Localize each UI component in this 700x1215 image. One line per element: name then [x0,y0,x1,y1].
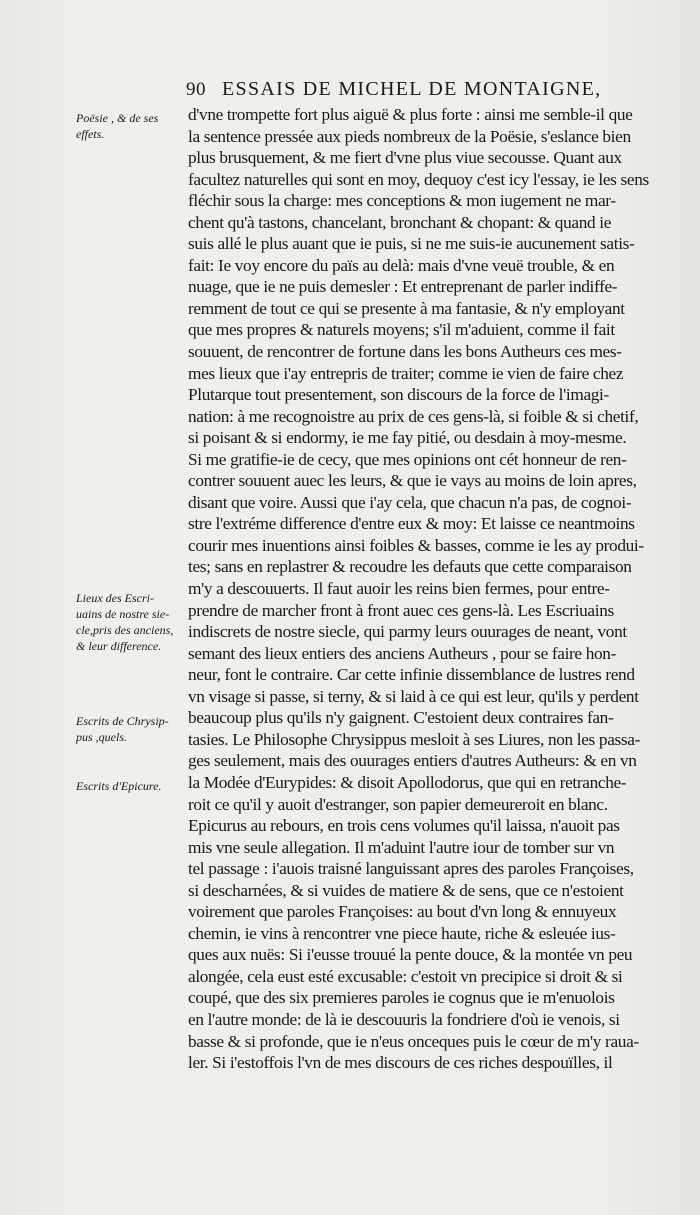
text-line: ques aux nuës: Si i'eusse trouué la pente douce, & la montée vn peu [188,945,633,965]
text-line: stre l'extréme difference d'entre eux & moy: Et laisse ce neantmoins [188,514,635,534]
margin-note-epicure [76,778,184,794]
text-line: nuage, que ie ne puis demesler : Et entreprenant de parler indiffe- [188,277,618,297]
text-line: si descharnées, & si vuides de matiere & de sens, que ce n'estoient [188,880,624,900]
text-line: neur, font le contraire. Car cette infinie dissemblance de lustres rend [188,665,635,685]
text-line: m'y a descouuerts. Il faut auoir les reins bien fermes, pour entre- [188,579,610,599]
margin-note-line: effets. [76,127,105,141]
text-line: voirement que paroles Françoises: au bout d'vn long & ennuyeux [188,902,617,922]
text-line: semant des lieux entiers des anciens Autheurs , pour se faire hon- [188,643,617,663]
text-line: roit ce qu'il y auoit d'estranger, son papier demeureroit en blanc. [188,794,608,814]
text-line: coupé, que des six premieres paroles ie cognus que ie m'enuolois [188,988,615,1008]
text-line: suis allé le plus auant que ie puis, si ne me suis-ie aucunement satis- [188,234,635,254]
margin-note-line: Lieux des Escri- [76,591,154,605]
text-line: tel passage : i'auois traisné languissant apres des paroles Françoises, [188,859,634,879]
text-line: beaucoup plus qu'ils n'y gaignent. C'estoient deux contraires fan- [188,708,614,728]
text-line: courir mes inuentions ainsi foibles & basses, comme ie les ay produi- [188,535,644,555]
margin-note-line: Escrits de Chrysip- [76,714,169,728]
text-line: d'vne trompette fort plus aiguë & plus forte : ainsi me semble-il que [188,105,633,124]
margin-note-line: & leur difference. [76,639,162,653]
margin-note-chrysippus [76,713,184,745]
text-line: remment de tout ce qui se presente à ma fantasie, & n'y employant [188,298,625,318]
text-line: tes; sans en replastrer & recoudre les defauts que cette comparaison [188,557,632,577]
text-line: prendre de marcher front à front auec ces gens-là. Les Escriuains [188,600,614,620]
text-line: disant que voire. Aussi que i'ay cela, que chacun n'a pas, de cognoi- [188,492,632,512]
running-title: ESSAIS DE MICHEL DE MONTAIGNE, [222,78,602,100]
text-line: basse & si profonde, que ie n'eus onceques puis le cœur de m'y raua- [188,1031,639,1051]
margin-note-lieux-des-escriuains [76,590,184,654]
text-line: que mes propres & naturels moyens; s'il m'aduient, comme il fait [188,320,615,340]
text-line: chent qu'à tastons, chancelant, bronchant & chopant: & quand ie [188,212,612,232]
text-line: indiscrets de nostre siecle, qui parmy leurs ouurages de neant, vont [188,622,627,642]
text-line: en l'autre monde: de là ie descouuris la fondriere d'où ie venois, si [188,1009,620,1029]
text-line: souuent, de rencontrer de fortune dans les bons Autheurs ces mes- [188,342,622,362]
page-header [186,78,646,101]
margin-note-line: Escrits d'Epicure. [76,779,162,793]
text-line: mes lieux que i'ay entrepris de traiter; comme ie vien de faire chez [188,363,624,383]
margin-note-line: cle,pris des anciens, [76,623,174,637]
text-line: ler. Si i'estoffois l'vn de mes discours de ces riches despouïlles, il [188,1053,613,1073]
margin-note-line: Poësie , & de ses [76,111,159,125]
text-line: ges seulement, mais des ouurages entiers d'autres Autheurs: & en vn [188,751,637,771]
text-line: vn visage si passe, si terny, & si laid à ce qui est leur, qu'ils y perdent [188,686,639,706]
body-text [188,104,682,1074]
text-line: fait: Ie voy encore du païs au delà: mais d'vne veuë trouble, & en [188,255,615,275]
text-line: plus brusquement, & me fiert d'vne plus viue secousse. Quant aux [188,148,622,168]
text-line: Plutarque tout presentement, son discours de la force de l'imagi- [188,385,609,405]
text-line: chemin, ie vins à rencontrer vne piece haute, riche & esleuée ius- [188,923,616,943]
text-line: mis vne seule allegation. Il m'aduint l'autre iour de tomber sur vn [188,837,615,857]
text-line: Epicurus au rebours, en trois cens volumes qu'il laissa, n'auoit pas [188,816,620,836]
margin-note-line: uains de nostre sie- [76,607,170,621]
text-line: alongée, cela eust esté excusable: c'estoit vn precipice si droit & si [188,966,623,986]
text-line: fléchir sous la charge: mes conceptions & mon iugement ne mar- [188,191,616,211]
margin-note-poesie [76,110,184,142]
text-line: contrer souuent auec les leurs, & que ie vays au moins de loin apres, [188,471,637,491]
margin-note-line: pus ,quels. [76,730,127,744]
text-line: tasies. Le Philosophe Chrysippus mesloit à ses Liures, non les passa- [188,729,640,749]
text-line: Si me gratifie-ie de cecy, que mes opinions ont cét honneur de ren- [188,449,627,469]
text-line: la Modée d'Eurypides: & disoit Apollodorus, que qui en retranche- [188,772,627,792]
page-number: 90 [186,79,206,100]
text-line: nation: à me recognoistre au prix de ces gens-là, si foible & si chetif, [188,406,639,426]
text-line: facultez naturelles qui sont en moy, dequoy c'est icy l'essay, ie les sens [188,169,649,189]
text-line: si poisant & si endormy, ie me fay pitié, ou desdain à moy-mesme. [188,428,627,448]
text-line: la sentence pressée aux pieds nombreux de la Poësie, s'eslance bien [188,126,631,146]
